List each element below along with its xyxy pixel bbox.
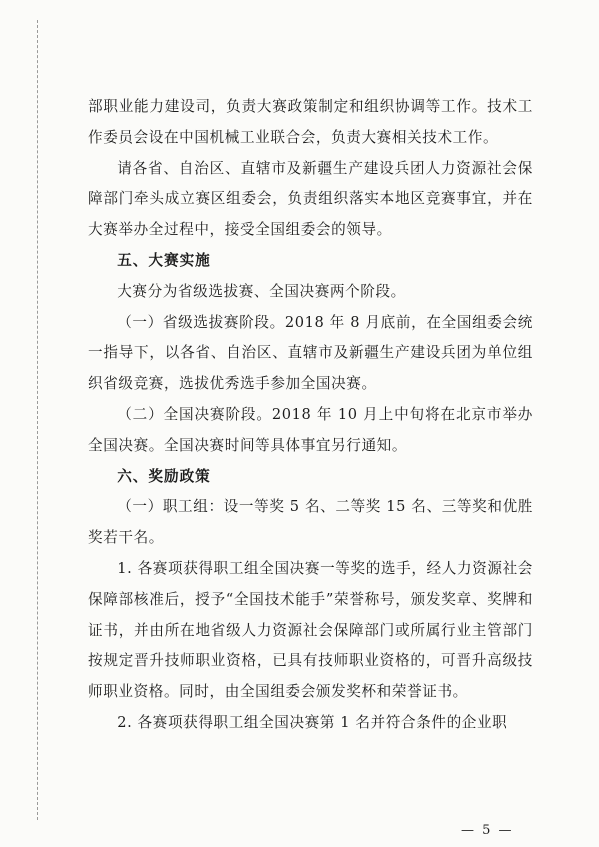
paragraph: （一）职工组：设一等奖 5 名、二等奖 15 名、三等奖和优胜奖若干名。: [88, 498, 533, 547]
section-heading-rewards: 六、奖励政策: [117, 467, 211, 485]
paragraph: 部职业能力建设司，负责大赛政策制定和组织协调等工作。技术工作委员会设在中国机械工业联合会，负责大赛相关技术工作。: [88, 98, 533, 146]
section-heading-implementation: 五、大赛实施: [117, 251, 211, 269]
paragraph: 请各省、自治区、直辖市及新疆生产建设兵团人力资源社会保障部门牵头成立赛区组委会，负责组织落实本地区竞赛事宜，并在大赛举办全过程中，接受全国组委会的领导。: [88, 159, 533, 239]
paragraph: （二）全国决赛阶段。2018 年 10 月上中旬将在北京市举办全国决赛。全国决赛时间等具体事宜另行通知。: [88, 405, 533, 454]
paragraph: 2. 各赛项获得职工组全国决赛第 1 名并符合条件的企业职: [117, 713, 508, 731]
paragraph: 1. 各赛项获得职工组全国决赛一等奖的选手，经人力资源社会保障部核准后，授予“全国技术能手”荣誉称号，颁发奖章、奖牌和证书，并由所在地省级人力资源社会保障部门或所属行业主管部门按规定晋升技师职业资格，已具有技师职业资格的，可晋升高级技师职业资格。同时，由全国组委会颁发奖杯和荣誉证书。: [88, 559, 533, 701]
paragraph: 大赛分为省级选拔赛、全国决赛两个阶段。: [117, 282, 406, 300]
document-body: [88, 92, 533, 739]
page-number: — 5 —: [461, 823, 514, 838]
binding-margin-line: [37, 20, 38, 820]
paragraph: （一）省级选拔赛阶段。2018 年 8 月底前，在全国组委会统一指导下，以各省、自治区、直辖市及新疆生产建设兵团为单位组织省级竞赛，选拔优秀选手参加全国决赛。: [88, 313, 533, 393]
